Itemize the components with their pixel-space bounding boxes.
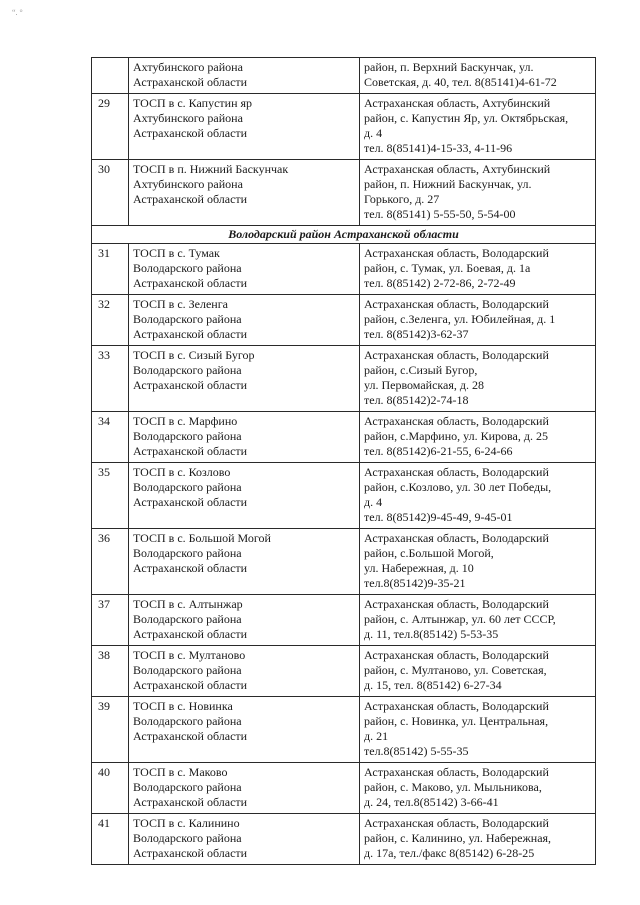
- name-line: Астраханской области: [133, 75, 248, 89]
- address-line: Советская, д. 40, тел. 8(85141)4-61-72: [364, 75, 557, 89]
- table-row: [92, 595, 596, 646]
- tosp-table: [91, 57, 596, 865]
- address-line: Астраханская область, Володарский: [364, 765, 549, 779]
- address-cell: [360, 160, 596, 226]
- address-cell: [360, 814, 596, 865]
- name-line: ТОСП в п. Нижний Баскунчак: [133, 162, 289, 176]
- table-row: [92, 529, 596, 595]
- name-line: Володарского района: [133, 546, 242, 560]
- address-line: тел.8(85142)9-35-21: [364, 576, 466, 590]
- address-line: район, с. Капустин Яр, ул. Октябрьская,: [364, 111, 569, 125]
- address-line: д. 4: [364, 126, 383, 140]
- address-line: Астраханская область, Володарский: [364, 648, 549, 662]
- table-body: [92, 58, 596, 865]
- name-cell: [129, 346, 360, 412]
- address-line: район, с.Сизый Бугор,: [364, 363, 478, 377]
- name-line: Астраханской области: [133, 444, 248, 458]
- name-cell: [129, 58, 360, 94]
- address-line: Астраханская область, Володарский: [364, 699, 549, 713]
- name-line: Астраханской области: [133, 795, 248, 809]
- table-row: [92, 646, 596, 697]
- name-cell: [129, 763, 360, 814]
- address-line: тел. 8(85142)3-62-37: [364, 327, 469, 341]
- name-line: Володарского района: [133, 480, 242, 494]
- address-line: район, п. Верхний Баскунчак, ул.: [364, 60, 534, 74]
- name-line: ТОСП в с. Козлово: [133, 465, 231, 479]
- table-row: [92, 697, 596, 763]
- address-line: тел. 8(85142) 2-72-86, 2-72-49: [364, 276, 516, 290]
- name-line: Астраханской области: [133, 276, 248, 290]
- row-number: 40: [92, 763, 129, 814]
- section-title: Володарский район Астраханской области: [92, 226, 596, 244]
- table-row: [92, 94, 596, 160]
- name-line: Астраханской области: [133, 627, 248, 641]
- address-cell: [360, 295, 596, 346]
- address-line: Астраханская область, Володарский: [364, 597, 549, 611]
- address-line: Астраханская область, Володарский: [364, 297, 549, 311]
- name-line: Володарского района: [133, 663, 242, 677]
- name-cell: [129, 814, 360, 865]
- address-line: д. 21: [364, 729, 389, 743]
- name-line: ТОСП в с. Тумак: [133, 246, 220, 260]
- name-line: ТОСП в с. Калинино: [133, 816, 240, 830]
- name-cell: [129, 697, 360, 763]
- name-line: Ахтубинского района: [133, 111, 243, 125]
- name-cell: [129, 412, 360, 463]
- name-line: ТОСП в с. Новинка: [133, 699, 233, 713]
- table-row: [92, 58, 596, 94]
- name-line: ТОСП в с. Сизый Бугор: [133, 348, 255, 362]
- name-cell: [129, 463, 360, 529]
- address-line: тел. 8(85142)9-45-49, 9-45-01: [364, 510, 513, 524]
- name-line: Володарского района: [133, 714, 242, 728]
- name-line: Астраханской области: [133, 678, 248, 692]
- name-line: ТОСП в с. Марфино: [133, 414, 238, 428]
- address-line: район, с.Большой Могой,: [364, 546, 494, 560]
- table-row: [92, 160, 596, 226]
- address-cell: [360, 244, 596, 295]
- address-line: район, с. Новинка, ул. Центральная,: [364, 714, 549, 728]
- address-cell: [360, 763, 596, 814]
- address-cell: [360, 58, 596, 94]
- row-number: 30: [92, 160, 129, 226]
- row-number: 33: [92, 346, 129, 412]
- name-line: Ахтубинского района: [133, 177, 243, 191]
- address-line: тел.8(85142) 5-55-35: [364, 744, 469, 758]
- address-line: район, с.Козлово, ул. 30 лет Победы,: [364, 480, 552, 494]
- table-row: [92, 295, 596, 346]
- name-line: Володарского района: [133, 312, 242, 326]
- address-line: д. 11, тел.8(85142) 5-53-35: [364, 627, 499, 641]
- address-line: район, с. Тумак, ул. Боевая, д. 1а: [364, 261, 531, 275]
- name-line: Астраханской области: [133, 846, 248, 860]
- address-cell: [360, 346, 596, 412]
- name-line: Астраханской области: [133, 192, 248, 206]
- name-line: Астраханской области: [133, 495, 248, 509]
- name-line: Астраханской области: [133, 729, 248, 743]
- address-line: тел. 8(85141)4-15-33, 4-11-96: [364, 141, 513, 155]
- address-line: район, с. Калинино, ул. Набережная,: [364, 831, 552, 845]
- name-line: ТОСП в с. Большой Могой: [133, 531, 271, 545]
- address-cell: [360, 529, 596, 595]
- address-line: тел. 8(85142)6-21-55, 6-24-66: [364, 444, 513, 458]
- table-row: [92, 412, 596, 463]
- address-line: ул. Первомайская, д. 28: [364, 378, 484, 392]
- address-line: ул. Набережная, д. 10: [364, 561, 474, 575]
- row-number: 32: [92, 295, 129, 346]
- address-line: Астраханская область, Володарский: [364, 816, 549, 830]
- row-number: 34: [92, 412, 129, 463]
- name-line: Володарского района: [133, 612, 242, 626]
- row-number: 39: [92, 697, 129, 763]
- scan-corner-mark: “. °: [12, 8, 23, 17]
- address-line: район, с.Марфино, ул. Кирова, д. 25: [364, 429, 548, 443]
- name-line: Астраханской области: [133, 561, 248, 575]
- address-line: Астраханская область, Володарский: [364, 246, 549, 260]
- name-line: Володарского района: [133, 831, 242, 845]
- name-cell: [129, 244, 360, 295]
- address-line: район, с. Маково, ул. Мыльникова,: [364, 780, 542, 794]
- address-line: Астраханская область, Володарский: [364, 531, 549, 545]
- table-row: [92, 463, 596, 529]
- name-line: Ахтубинского района: [133, 60, 243, 74]
- section-header-row: [92, 226, 596, 244]
- address-line: Астраханская область, Володарский: [364, 348, 549, 362]
- name-cell: [129, 94, 360, 160]
- name-cell: [129, 160, 360, 226]
- row-number: 31: [92, 244, 129, 295]
- row-number: 36: [92, 529, 129, 595]
- name-line: ТОСП в с. Мултаново: [133, 648, 246, 662]
- address-line: Астраханская область, Володарский: [364, 465, 549, 479]
- address-line: д. 17а, тел./факс 8(85142) 6-28-25: [364, 846, 535, 860]
- row-number: 41: [92, 814, 129, 865]
- address-cell: [360, 595, 596, 646]
- address-line: д. 4: [364, 495, 383, 509]
- address-line: район, п. Нижний Баскунчак, ул.: [364, 177, 532, 191]
- name-line: Володарского района: [133, 429, 242, 443]
- name-line: Астраханской области: [133, 126, 248, 140]
- row-number: 37: [92, 595, 129, 646]
- name-cell: [129, 529, 360, 595]
- address-line: Астраханская область, Ахтубинский: [364, 162, 551, 176]
- name-line: Астраханской области: [133, 378, 248, 392]
- name-line: ТОСП в с. Маково: [133, 765, 228, 779]
- address-line: д. 24, тел.8(85142) 3-66-41: [364, 795, 499, 809]
- table-row: [92, 346, 596, 412]
- address-line: тел. 8(85142)2-74-18: [364, 393, 469, 407]
- name-line: Володарского района: [133, 363, 242, 377]
- row-number: [92, 58, 129, 94]
- name-cell: [129, 295, 360, 346]
- name-line: ТОСП в с. Алтынжар: [133, 597, 243, 611]
- row-number: 35: [92, 463, 129, 529]
- address-cell: [360, 646, 596, 697]
- table-row: [92, 763, 596, 814]
- name-line: ТОСП в с. Капустин яр: [133, 96, 253, 110]
- name-line: ТОСП в с. Зеленга: [133, 297, 228, 311]
- name-line: Володарского района: [133, 261, 242, 275]
- name-cell: [129, 595, 360, 646]
- table-row: [92, 814, 596, 865]
- address-line: район, с.Зеленга, ул. Юбилейная, д. 1: [364, 312, 556, 326]
- table-row: [92, 244, 596, 295]
- address-cell: [360, 94, 596, 160]
- address-cell: [360, 463, 596, 529]
- address-line: Астраханская область, Володарский: [364, 414, 549, 428]
- address-line: район, с. Мултаново, ул. Советская,: [364, 663, 547, 677]
- name-line: Володарского района: [133, 780, 242, 794]
- address-line: Астраханская область, Ахтубинский: [364, 96, 551, 110]
- row-number: 38: [92, 646, 129, 697]
- address-cell: [360, 412, 596, 463]
- address-line: Горького, д. 27: [364, 192, 440, 206]
- address-line: тел. 8(85141) 5-55-50, 5-54-00: [364, 207, 516, 221]
- name-cell: [129, 646, 360, 697]
- name-line: Астраханской области: [133, 327, 248, 341]
- address-cell: [360, 697, 596, 763]
- address-line: д. 15, тел. 8(85142) 6-27-34: [364, 678, 502, 692]
- address-line: район, с. Алтынжар, ул. 60 лет СССР,: [364, 612, 556, 626]
- row-number: 29: [92, 94, 129, 160]
